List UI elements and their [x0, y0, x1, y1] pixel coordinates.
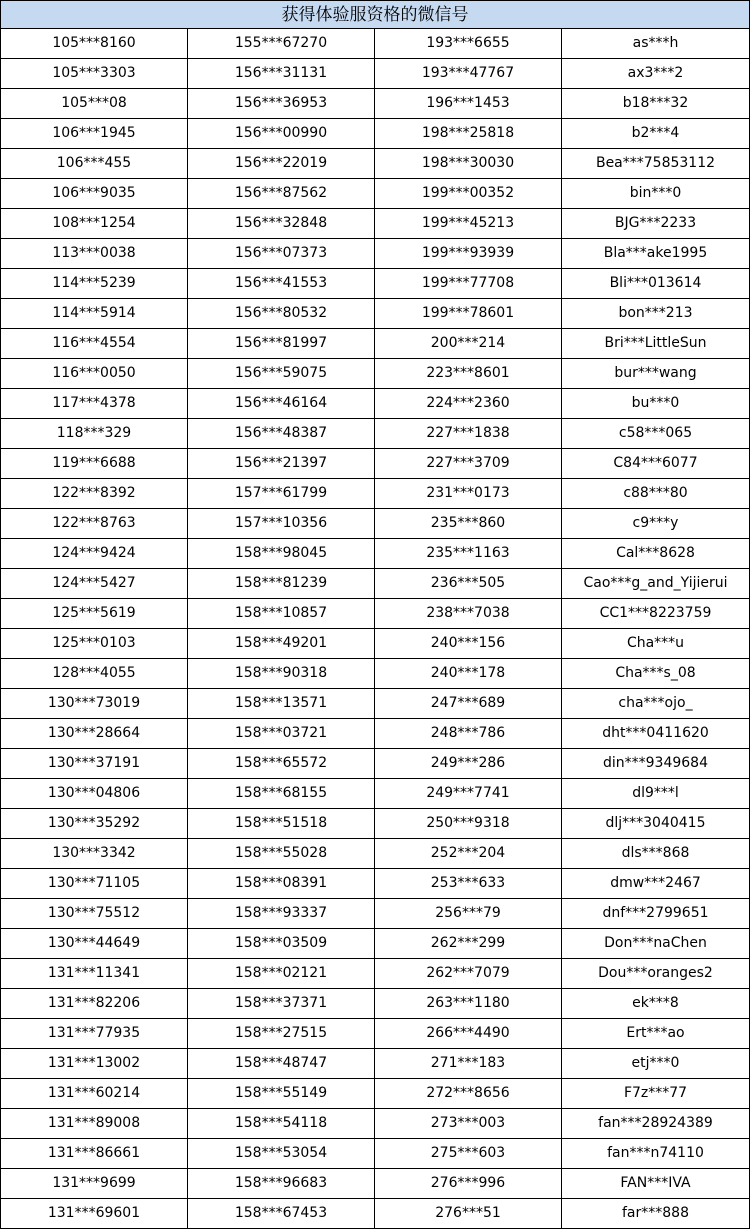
table-row: [1, 899, 750, 929]
table-row: [1, 1079, 750, 1109]
table-cell: 156***21397: [188, 449, 375, 479]
table-row: [1, 1169, 750, 1199]
table-cell: 158***13571: [188, 689, 375, 719]
table-row: [1, 209, 750, 239]
table-cell: far***888: [562, 1199, 750, 1229]
table-cell: Cao***g_and_Yijierui: [562, 569, 750, 599]
table-row: [1, 59, 750, 89]
table-cell: 223***8601: [375, 359, 562, 389]
table-cell: 156***32848: [188, 209, 375, 239]
table-row: [1, 239, 750, 269]
table-row: [1, 539, 750, 569]
table-cell: 158***02121: [188, 959, 375, 989]
table-cell: 122***8763: [1, 509, 188, 539]
table-row: [1, 119, 750, 149]
title-row: [1, 1, 750, 29]
table-cell: 271***183: [375, 1049, 562, 1079]
table-cell: 158***98045: [188, 539, 375, 569]
table-cell: 248***786: [375, 719, 562, 749]
table-cell: 125***0103: [1, 629, 188, 659]
table-cell: 156***87562: [188, 179, 375, 209]
table-cell: 199***93939: [375, 239, 562, 269]
table-cell: 156***48387: [188, 419, 375, 449]
table-cell: 158***37371: [188, 989, 375, 1019]
table-cell: Ert***ao: [562, 1019, 750, 1049]
table-cell: FAN***IVA: [562, 1169, 750, 1199]
table-cell: 130***3342: [1, 839, 188, 869]
table-cell: 106***1945: [1, 119, 188, 149]
table-cell: Cha***u: [562, 629, 750, 659]
table-cell: 158***68155: [188, 779, 375, 809]
table-row: [1, 1109, 750, 1139]
table-cell: 116***4554: [1, 329, 188, 359]
table-cell: 130***37191: [1, 749, 188, 779]
table-cell: 117***4378: [1, 389, 188, 419]
table-cell: 263***1180: [375, 989, 562, 1019]
table-cell: 158***54118: [188, 1109, 375, 1139]
table-cell: Bla***ake1995: [562, 239, 750, 269]
table-cell: cha***ojo_: [562, 689, 750, 719]
table-cell: 231***0173: [375, 479, 562, 509]
table-cell: 158***96683: [188, 1169, 375, 1199]
table-cell: 199***77708: [375, 269, 562, 299]
table-cell: 158***81239: [188, 569, 375, 599]
table-cell: 105***08: [1, 89, 188, 119]
table-cell: 158***90318: [188, 659, 375, 689]
table-cell: 199***00352: [375, 179, 562, 209]
table-cell: 125***5619: [1, 599, 188, 629]
table-row: [1, 449, 750, 479]
table-cell: BJG***2233: [562, 209, 750, 239]
table-cell: 196***1453: [375, 89, 562, 119]
table-cell: 158***55149: [188, 1079, 375, 1109]
table-cell: 124***9424: [1, 539, 188, 569]
table-cell: 158***55028: [188, 839, 375, 869]
table-cell: 156***07373: [188, 239, 375, 269]
table-cell: 250***9318: [375, 809, 562, 839]
table-cell: dht***0411620: [562, 719, 750, 749]
table-row: [1, 1049, 750, 1079]
table-cell: 114***5239: [1, 269, 188, 299]
table-row: [1, 419, 750, 449]
table-cell: Bli***013614: [562, 269, 750, 299]
table-cell: 262***7079: [375, 959, 562, 989]
table-row: [1, 839, 750, 869]
table-cell: ek***8: [562, 989, 750, 1019]
table-cell: Cha***s_08: [562, 659, 750, 689]
table-cell: dlj***3040415: [562, 809, 750, 839]
table-cell: 106***455: [1, 149, 188, 179]
table-cell: 158***93337: [188, 899, 375, 929]
table-cell: 131***89008: [1, 1109, 188, 1139]
table-cell: 249***7741: [375, 779, 562, 809]
table-cell: 200***214: [375, 329, 562, 359]
table-cell: 131***9699: [1, 1169, 188, 1199]
table-cell: Bea***75853112: [562, 149, 750, 179]
table-row: [1, 749, 750, 779]
table-cell: dmw***2467: [562, 869, 750, 899]
table-cell: 130***71105: [1, 869, 188, 899]
table-row: [1, 509, 750, 539]
table-cell: 119***6688: [1, 449, 188, 479]
table-row: [1, 359, 750, 389]
table-cell: bu***0: [562, 389, 750, 419]
table-cell: 131***13002: [1, 1049, 188, 1079]
table-row: [1, 299, 750, 329]
table-cell: 198***30030: [375, 149, 562, 179]
table-row: [1, 599, 750, 629]
table-row: [1, 629, 750, 659]
table-cell: 108***1254: [1, 209, 188, 239]
table-cell: 156***31131: [188, 59, 375, 89]
table-cell: dl9***l: [562, 779, 750, 809]
table-cell: 158***03721: [188, 719, 375, 749]
table-cell: fan***n74110: [562, 1139, 750, 1169]
table-row: [1, 929, 750, 959]
table-cell: as***h: [562, 29, 750, 59]
table-row: [1, 479, 750, 509]
table-cell: etj***0: [562, 1049, 750, 1079]
table-cell: 131***60214: [1, 1079, 188, 1109]
table-cell: b2***4: [562, 119, 750, 149]
table-cell: 158***10857: [188, 599, 375, 629]
table-cell: Bri***LittleSun: [562, 329, 750, 359]
table-cell: C84***6077: [562, 449, 750, 479]
table-cell: 240***156: [375, 629, 562, 659]
table-cell: 130***75512: [1, 899, 188, 929]
table-cell: 249***286: [375, 749, 562, 779]
table-cell: fan***28924389: [562, 1109, 750, 1139]
table-body: [1, 29, 750, 1229]
table-cell: 158***51518: [188, 809, 375, 839]
table-cell: 157***61799: [188, 479, 375, 509]
table-cell: 105***8160: [1, 29, 188, 59]
table-row: [1, 569, 750, 599]
table-cell: dnf***2799651: [562, 899, 750, 929]
table-title: 获得体验服资格的微信号: [1, 1, 750, 29]
table-row: [1, 989, 750, 1019]
table-cell: 157***10356: [188, 509, 375, 539]
table-cell: 130***73019: [1, 689, 188, 719]
table-row: [1, 869, 750, 899]
table-cell: 253***633: [375, 869, 562, 899]
table-cell: 131***11341: [1, 959, 188, 989]
table-cell: 156***36953: [188, 89, 375, 119]
table-cell: 155***67270: [188, 29, 375, 59]
table-row: [1, 149, 750, 179]
table-row: [1, 389, 750, 419]
table-row: [1, 269, 750, 299]
table-row: [1, 29, 750, 59]
table-cell: 156***81997: [188, 329, 375, 359]
table-cell: 272***8656: [375, 1079, 562, 1109]
table-row: [1, 719, 750, 749]
table-cell: 247***689: [375, 689, 562, 719]
table-cell: 131***77935: [1, 1019, 188, 1049]
table-cell: 131***69601: [1, 1199, 188, 1229]
table-cell: 236***505: [375, 569, 562, 599]
table-cell: 131***86661: [1, 1139, 188, 1169]
table-cell: 131***82206: [1, 989, 188, 1019]
table-cell: c58***065: [562, 419, 750, 449]
table-cell: 130***04806: [1, 779, 188, 809]
table-cell: 116***0050: [1, 359, 188, 389]
table-cell: 276***996: [375, 1169, 562, 1199]
table-row: [1, 959, 750, 989]
table-cell: 114***5914: [1, 299, 188, 329]
table-cell: 235***860: [375, 509, 562, 539]
table-cell: bur***wang: [562, 359, 750, 389]
table-row: [1, 1199, 750, 1229]
table-cell: c88***80: [562, 479, 750, 509]
table-cell: c9***y: [562, 509, 750, 539]
table-cell: Don***naChen: [562, 929, 750, 959]
table-cell: 198***25818: [375, 119, 562, 149]
table-cell: 130***28664: [1, 719, 188, 749]
table-row: [1, 179, 750, 209]
table-cell: 224***2360: [375, 389, 562, 419]
table-cell: Cal***8628: [562, 539, 750, 569]
table-cell: 276***51: [375, 1199, 562, 1229]
table-cell: 113***0038: [1, 239, 188, 269]
table-cell: 156***80532: [188, 299, 375, 329]
table-cell: 158***27515: [188, 1019, 375, 1049]
table-cell: b18***32: [562, 89, 750, 119]
table-cell: CC1***8223759: [562, 599, 750, 629]
table-cell: 199***78601: [375, 299, 562, 329]
table-cell: 199***45213: [375, 209, 562, 239]
table-cell: dls***868: [562, 839, 750, 869]
table-row: [1, 89, 750, 119]
table-cell: 273***003: [375, 1109, 562, 1139]
table-cell: 262***299: [375, 929, 562, 959]
table-cell: 156***46164: [188, 389, 375, 419]
table-cell: 130***35292: [1, 809, 188, 839]
table-cell: 158***08391: [188, 869, 375, 899]
table-cell: 193***47767: [375, 59, 562, 89]
table-cell: 156***59075: [188, 359, 375, 389]
table-cell: 158***65572: [188, 749, 375, 779]
table-cell: 128***4055: [1, 659, 188, 689]
table-cell: bin***0: [562, 179, 750, 209]
table-cell: 158***53054: [188, 1139, 375, 1169]
table-row: [1, 329, 750, 359]
table-row: [1, 659, 750, 689]
table-cell: Dou***oranges2: [562, 959, 750, 989]
table-cell: 256***79: [375, 899, 562, 929]
table-row: [1, 809, 750, 839]
table-cell: 252***204: [375, 839, 562, 869]
table-cell: 266***4490: [375, 1019, 562, 1049]
table-cell: 156***00990: [188, 119, 375, 149]
table-row: [1, 779, 750, 809]
table-cell: din***9349684: [562, 749, 750, 779]
table-cell: 118***329: [1, 419, 188, 449]
table-cell: 156***41553: [188, 269, 375, 299]
table-cell: 130***44649: [1, 929, 188, 959]
table-cell: 227***1838: [375, 419, 562, 449]
table-cell: 158***48747: [188, 1049, 375, 1079]
table-cell: 158***49201: [188, 629, 375, 659]
table-cell: 227***3709: [375, 449, 562, 479]
table-row: [1, 1139, 750, 1169]
table-cell: bon***213: [562, 299, 750, 329]
table-cell: 158***67453: [188, 1199, 375, 1229]
table-cell: 235***1163: [375, 539, 562, 569]
table-cell: 240***178: [375, 659, 562, 689]
table-cell: 238***7038: [375, 599, 562, 629]
table-cell: 156***22019: [188, 149, 375, 179]
table-cell: 122***8392: [1, 479, 188, 509]
table-cell: 105***3303: [1, 59, 188, 89]
table-cell: 124***5427: [1, 569, 188, 599]
table-cell: F7z***77: [562, 1079, 750, 1109]
table-cell: 193***6655: [375, 29, 562, 59]
table-row: [1, 1019, 750, 1049]
table-cell: 158***03509: [188, 929, 375, 959]
table-cell: 106***9035: [1, 179, 188, 209]
table-cell: ax3***2: [562, 59, 750, 89]
table-row: [1, 689, 750, 719]
table-cell: 275***603: [375, 1139, 562, 1169]
